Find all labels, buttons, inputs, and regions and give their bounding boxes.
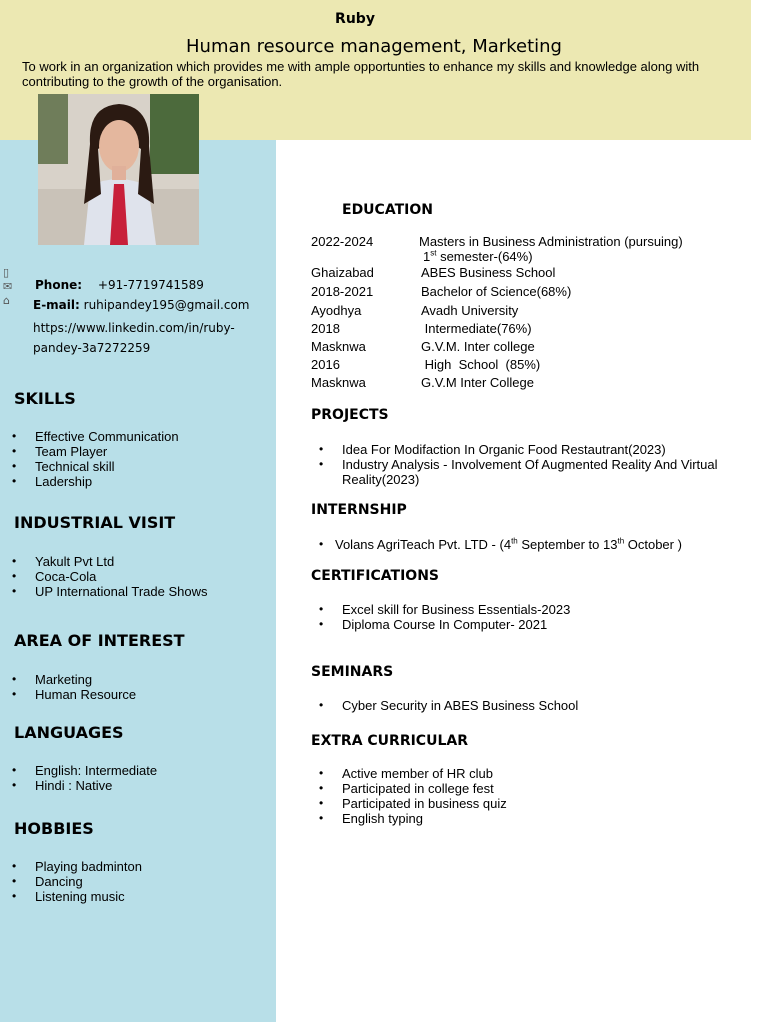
seminars-list: [311, 698, 751, 713]
linkedin-url-line2[interactable]: pandey-3a7272259: [33, 341, 151, 355]
profile-photo-image: [38, 94, 199, 245]
extra-curricular-list: [311, 766, 751, 826]
phone-icon: ▯: [3, 266, 10, 279]
list-item: • Industry Analysis - Involvement Of Augmented Reality And Virtual Reality(2023): [311, 457, 751, 487]
email-label: E-mail:: [33, 298, 80, 312]
hobbies-heading: HOBBIES: [14, 819, 94, 838]
email-line: [33, 298, 249, 312]
education-row-left: Ayodhya: [311, 303, 362, 318]
career-objective: To work in an organization which provides me with ample opportunties to enhance my skills and knowledge along with contributing to the growth of the organisation.: [22, 59, 700, 89]
list-item: • Diploma Course In Computer- 2021: [311, 617, 751, 632]
skills-heading: SKILLS: [14, 389, 76, 408]
education-row-left: Masknwa: [311, 375, 366, 390]
linkedin-url[interactable]: [33, 318, 235, 358]
education-row-right: Avadh University: [421, 303, 519, 318]
interest-heading: AREA OF INTEREST: [14, 631, 185, 650]
industrial-visit-list: [8, 554, 207, 599]
list-item: • English typing: [311, 811, 751, 826]
list-item: • Human Resource: [8, 687, 136, 702]
list-item: • Listening music: [8, 889, 142, 904]
projects-heading: PROJECTS: [311, 407, 389, 423]
education-row-right: G.V.M. Inter college: [421, 339, 535, 354]
list-item: • Coca-Cola: [8, 569, 207, 584]
list-item: • Team Player: [8, 444, 179, 459]
email-address[interactable]: ruhipandey195@gmail.com: [83, 298, 250, 312]
education-row-left: 2022-2024: [311, 234, 374, 249]
list-item: • English: Intermediate: [8, 763, 157, 778]
education-row-left: Ghaizabad: [311, 265, 374, 280]
list-item: • Hindi : Native: [8, 778, 157, 793]
list-item: • Effective Communication: [8, 429, 179, 444]
education-row-right: High School (85%): [421, 357, 541, 372]
profile-photo: [38, 94, 199, 245]
languages-list: [8, 763, 157, 793]
education-row-left: Masknwa: [311, 339, 366, 354]
education-heading: EDUCATION: [342, 202, 433, 218]
phone-number: +91-7719741589: [97, 278, 204, 292]
seminars-heading: SEMINARS: [311, 664, 394, 680]
linkedin-url-line1[interactable]: https://www.linkedin.com/in/ruby-: [33, 321, 235, 335]
languages-heading: LANGUAGES: [14, 723, 124, 742]
list-item: • Cyber Security in ABES Business School: [311, 698, 751, 713]
list-item: • Marketing: [8, 672, 136, 687]
industrial-visit-heading: INDUSTRIAL VISIT: [14, 513, 176, 532]
list-item: • Playing badminton: [8, 859, 142, 874]
mail-icon: ✉: [3, 280, 13, 293]
education-row-right: Masters in Business Administration (pursuing): [419, 234, 683, 249]
education-row-left: 2018-2021: [311, 284, 374, 299]
list-item: • Active member of HR club: [311, 766, 751, 781]
list-item: • Volans AgriTeach Pvt. LTD - (4th September to 13th October ): [311, 537, 751, 552]
education-row-right: ABES Business School: [421, 265, 556, 280]
candidate-name: Ruby: [335, 11, 375, 27]
education-row-right: 1st semester-(64%): [423, 248, 533, 264]
list-item: • Participated in college fest: [311, 781, 751, 796]
certifications-list: [311, 602, 751, 632]
phone-line: [35, 278, 204, 292]
education-row-right: G.V.M Inter College: [421, 375, 534, 390]
education-row-left: 2018: [311, 321, 340, 336]
internship-heading: INTERNSHIP: [311, 502, 407, 518]
candidate-role: Human resource management, Marketing: [186, 36, 562, 57]
hobbies-list: [8, 859, 142, 904]
education-row-left: 2016: [311, 357, 340, 372]
list-item: • UP International Trade Shows: [8, 584, 207, 599]
link-icon: ⌂: [3, 294, 10, 307]
internship-list: [311, 537, 751, 552]
list-item: • Participated in business quiz: [311, 796, 751, 811]
list-item: • Yakult Pvt Ltd: [8, 554, 207, 569]
phone-label: Phone:: [35, 278, 83, 292]
interest-list: [8, 672, 136, 702]
list-item: • Ladership: [8, 474, 179, 489]
list-item: • Dancing: [8, 874, 142, 889]
projects-list: [311, 442, 751, 487]
education-row-right: Intermediate(76%): [421, 321, 532, 336]
list-item: • Technical skill: [8, 459, 179, 474]
contact-icons: [3, 266, 21, 308]
extra-curricular-heading: EXTRA CURRICULAR: [311, 733, 468, 749]
education-row-right: Bachelor of Science(68%): [421, 284, 572, 299]
list-item: • Idea For Modifaction In Organic Food Restautrant(2023): [311, 442, 751, 457]
certifications-heading: CERTIFICATIONS: [311, 568, 440, 584]
list-item: • Excel skill for Business Essentials-2023: [311, 602, 751, 617]
skills-list: [8, 429, 179, 489]
